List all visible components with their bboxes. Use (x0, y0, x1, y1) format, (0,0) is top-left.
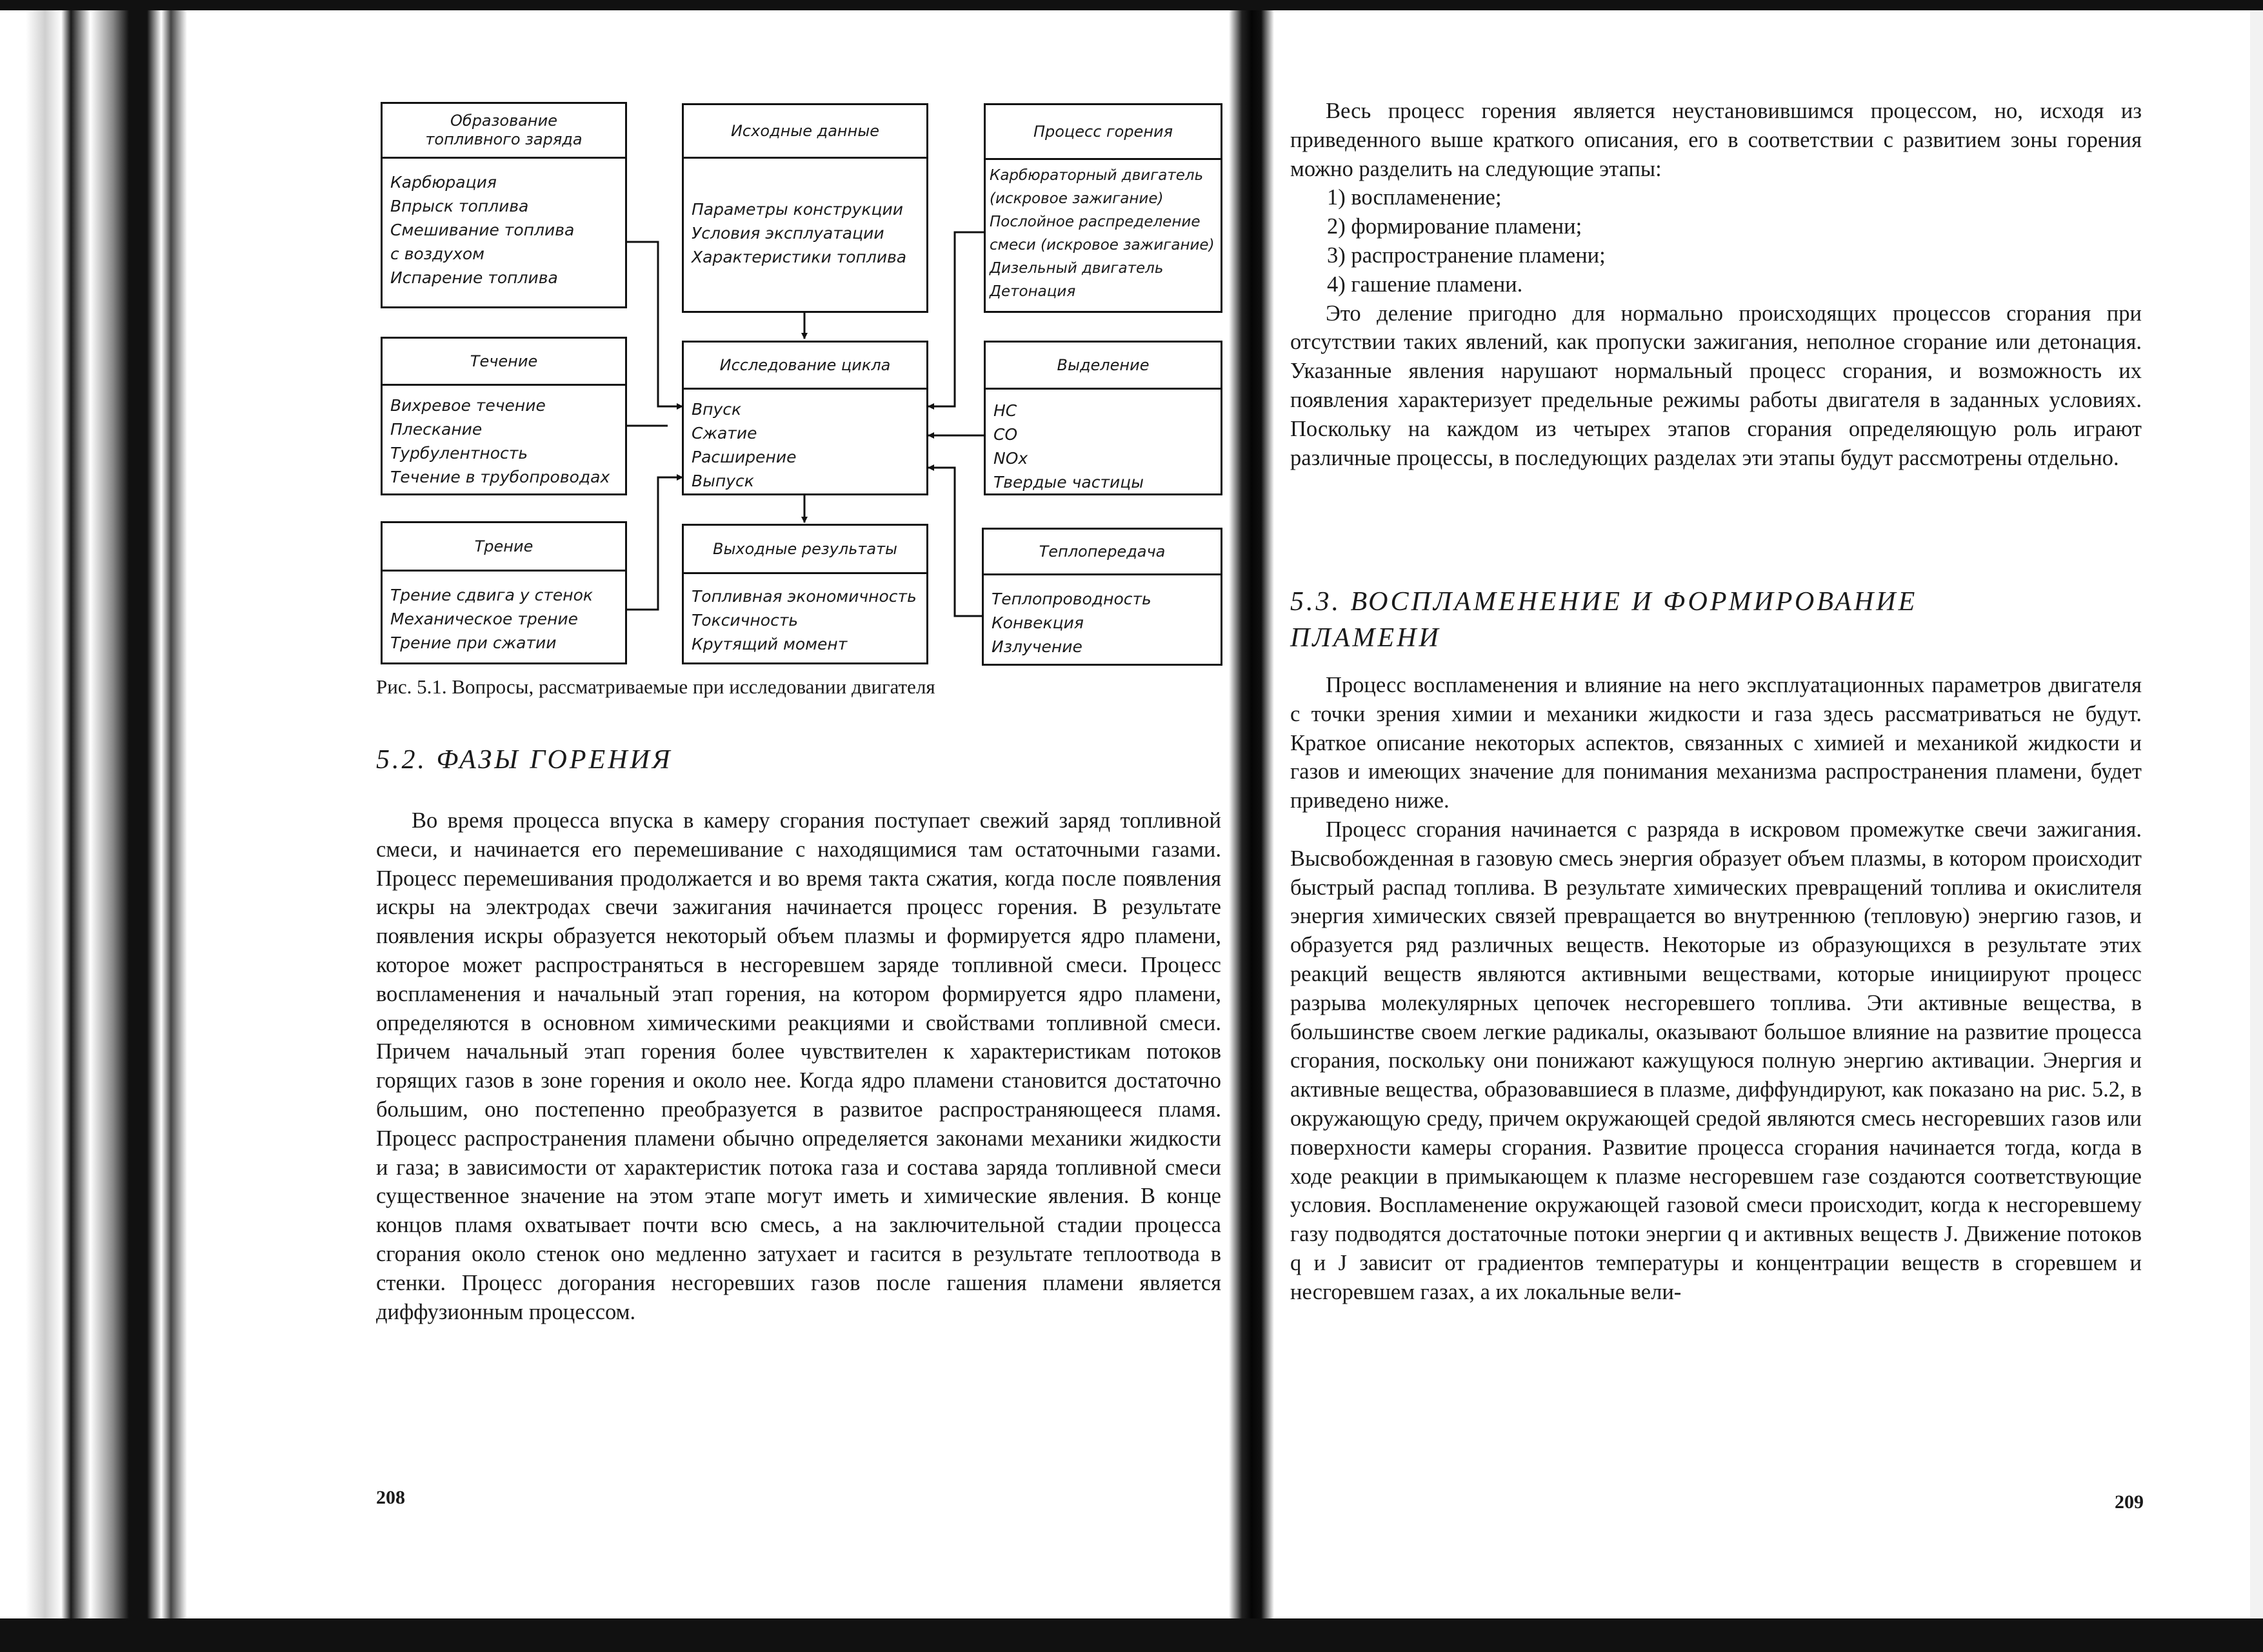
box-item: с воздухом (390, 244, 485, 263)
paragraph: Процесс воспламенения и влияние на него эксплуатационных параметров двигателя с точки зрения химии и механики жидкости и газа здесь рассматриваться не будут. Краткое описание некоторых аспектов, связанных с химией и механикой жидкости и газов и имеющих значение для понимания механизма распространения пламени, будет приведено ниже. (1290, 673, 2142, 813)
page-number-left: 208 (376, 1487, 405, 1508)
box-item: Испарение топлива (390, 268, 558, 287)
box-items (986, 160, 1221, 303)
box-item: CO (993, 425, 1018, 444)
box-title-line: Процесс горения (1033, 122, 1173, 141)
box-title-line: Течение (470, 352, 538, 370)
box-items (684, 390, 926, 493)
box-item: Трение сдвига у стенок (390, 586, 593, 604)
box-items (383, 386, 625, 489)
box-item: Трение при сжатии (390, 633, 557, 652)
box-item: Крутящий момент (692, 635, 848, 653)
box-heat-transfer (982, 528, 1222, 666)
box-item: Плескание (390, 420, 483, 439)
arrow-fuel-charge-to-cycle (626, 242, 683, 406)
paragraph: Весь процесс горения является неустановившимся процессом, но, исходя из приведенного выше краткого описания, его в соответствии с развитием зоны горения можно разделить на следующие этапы: (1290, 99, 2142, 181)
arrow-heat-to-cycle (928, 468, 982, 616)
paragraph: Это деление пригодно для нормально происходящих процессов сгорания при отсутствии таких явлений, как пропуски зажигания, неполное сгорание или детонация. Указанные явления нарушают нормальный процесс сгорания, и возможность их появления характеризует предельные режимы работы двигателя в заданных условиях. Поскольку на каждом из четырех этапов сгорания определяющую роль играют различные процессы, в последующих разделах эти этапы будут рассмотрены отдельно. (1290, 301, 2142, 470)
box-items (383, 159, 625, 290)
box-items (684, 574, 926, 656)
box-title (684, 105, 926, 159)
box-combustion-process (984, 103, 1222, 313)
box-items (684, 159, 926, 269)
stage-item: 3) распространение пламени; (1327, 243, 1606, 268)
box-item: Характеристики топлива (692, 248, 907, 266)
box-item: Вихревое течение (390, 396, 546, 415)
box-flow (381, 337, 627, 495)
box-item: Выпуск (692, 472, 754, 490)
scan-edge-top (0, 0, 2263, 10)
box-item: Впрыск топлива (390, 197, 529, 215)
box-item: NOx (993, 449, 1028, 468)
book-spine (1229, 10, 1274, 1618)
box-title (986, 105, 1221, 160)
box-title (684, 526, 926, 574)
box-title (383, 523, 625, 572)
section-heading-5-2: 5.2. ФАЗЫ ГОРЕНИЯ (376, 745, 673, 775)
box-title (984, 530, 1221, 575)
box-item: Детонация (990, 283, 1076, 300)
arrow-friction-to-cycle (626, 477, 683, 610)
box-output-results (682, 524, 928, 664)
box-title (383, 104, 625, 159)
box-item: Турбулентность (390, 444, 528, 463)
box-title-line: Исходные данные (730, 121, 880, 140)
scan-edge-bottom (0, 1618, 2263, 1652)
box-item: Послойное распределение (990, 214, 1201, 230)
stage-item: 4) гашение пламени. (1327, 272, 1523, 297)
section-heading-5-3 (1290, 584, 1917, 656)
box-item: Теплопроводность (992, 590, 1151, 608)
box-emissions (984, 341, 1222, 495)
box-item: HC (993, 401, 1017, 420)
box-item: Течение в трубопроводах (390, 468, 610, 486)
box-items (984, 575, 1221, 659)
figure-caption: Рис. 5.1. Вопросы, рассматриваемые при исследовании двигателя (376, 675, 935, 698)
box-item: Излучение (992, 637, 1082, 656)
box-title-line: топливного заряда (425, 130, 583, 148)
box-items (383, 572, 625, 655)
right-column-top (1290, 97, 2142, 472)
heading-line: ПЛАМЕНИ (1290, 623, 1441, 653)
box-item: Карбюрация (390, 173, 497, 192)
paragraph: Процесс сгорания начинается с разряда в искровом промежутке свечи зажигания. Высвобожденная в газовую смесь энергия образует объем плазмы, в котором происходит быстрый распад топлива. В результате химических превращений топлива и окислителя энергия химических связей превращается во внутреннюю (тепловую) энергию газов, и образуется ряд различных веществ. Некоторые из образующихся в результате этих реакций веществ являются активными веществами, которые инициируют процесс разрыва молекулярных цепочек несгоревшего топлива. Эти активные вещества, в большинстве своем легкие радикалы, оказывают большое влияние на развитие процесса сгорания, поскольку они понижают кажущуюся полную энергию активации. Энергия и активные вещества, образовавшиеся в плазме, диффундируют, как показано на рис. 5.2, в окружающую среду, причем окружающей средой являются смесь несгоревших газов или поверхности камеры сгорания. Развитие процесса сгорания начинается тогда, когда в ходе реакции в примыкающем к плазме несгоревшем газе создаются соответствующие условия. Воспламенение окружающей газовой смеси происходит, когда к несгоревшему газу подводятся достаточные потоки энергии q и активных веществ J. Движение потоков q и J зависит от градиентов температуры и концентрации веществ в сгоревшем и несгоревшем газах, а их локальные вели- (1290, 817, 2142, 1304)
box-cycle-study (682, 341, 928, 495)
box-item: Топливная экономичность (692, 587, 917, 606)
box-title-line: Выделение (1057, 355, 1150, 374)
box-item: Параметры конструкции (692, 200, 903, 219)
box-title-line: Трение (474, 537, 533, 555)
box-input-data (682, 103, 928, 313)
box-item: Механическое трение (390, 610, 579, 628)
stage-item: 2) формирование пламени; (1327, 214, 1582, 239)
scan-edge-right (2250, 10, 2263, 1618)
box-title-line: Выходные результаты (713, 539, 897, 558)
box-item: Сжатие (692, 424, 757, 443)
box-title-line: Теплопередача (1039, 542, 1166, 561)
box-title-line: Исследование цикла (719, 355, 891, 374)
box-title-line: Образование (450, 112, 557, 130)
left-column (376, 806, 1221, 1326)
box-item: Токсичность (692, 611, 799, 630)
box-title (986, 343, 1221, 390)
page-number-right: 209 (2115, 1491, 2144, 1513)
box-item: Дизельный двигатель (990, 260, 1164, 277)
right-column-bottom (1290, 671, 2142, 1307)
box-fuel-charge-formation (381, 102, 627, 308)
heading-line: 5.3. ВОСПЛАМЕНЕНИЕ И ФОРМИРОВАНИЕ (1290, 587, 1918, 617)
box-item: Условия эксплуатации (692, 224, 884, 243)
box-title (684, 343, 926, 390)
stage-item: 1) воспламенение; (1327, 185, 1502, 210)
arrow-combustion-to-cycle (928, 232, 985, 406)
paragraph: Во время процесса впуска в камеру сгорания поступает свежий заряд топливной смеси, и начинается его перемешивание с находящимися там остаточными газами. Процесс перемешивания продолжается и во время такта сжатия, когда после появления искры на электродах свечи зажигания начинается процесс горения. В результате появления искры образуется некоторый объем плазмы и формируется ядро пламени, которое может распространяться в несгоревшем заряде топливной смеси. Процесс воспламенения и начальный этап горения, на котором формируется ядро пламени, определяются в основном химическими реакциями и свойствами топливной смеси. Причем начальный этап горения более чувствителен к характеристикам потоков горящих газов в зоне горения и около нее. Когда ядро пламени становится достаточно большим, оно постепенно преобразуется в развитое распространяющееся пламя. Процесс распространения пламени обычно определяется законами механики жидкости и газа; в зависимости от характеристик потока газа и состава заряда топливной смеси существенное значение на этом этапе могут иметь и химические явления. В конце концов пламя охватывает почти всю смесь, а на заключительной стадии процесса сгорания около стенок оно медленно затухает и гасится в результате теплоотвода в стенки. Процесс догорания несгоревших газов после гашения пламени является диффузионным процессом. (376, 808, 1221, 1324)
box-items (986, 390, 1221, 494)
box-item: Смешивание топлива (390, 221, 575, 239)
box-item: Впуск (692, 400, 742, 419)
box-item: Расширение (692, 448, 797, 466)
box-item: Твердые частицы (993, 473, 1144, 492)
box-item: Конвекция (992, 613, 1084, 632)
box-item: (искровое зажигание) (990, 190, 1164, 207)
scan-edge-left (0, 10, 187, 1618)
box-item: Карбюраторный двигатель (990, 167, 1204, 184)
box-title (383, 339, 625, 386)
box-friction (381, 521, 627, 664)
box-item: смеси (искровое зажигание) (990, 237, 1215, 254)
